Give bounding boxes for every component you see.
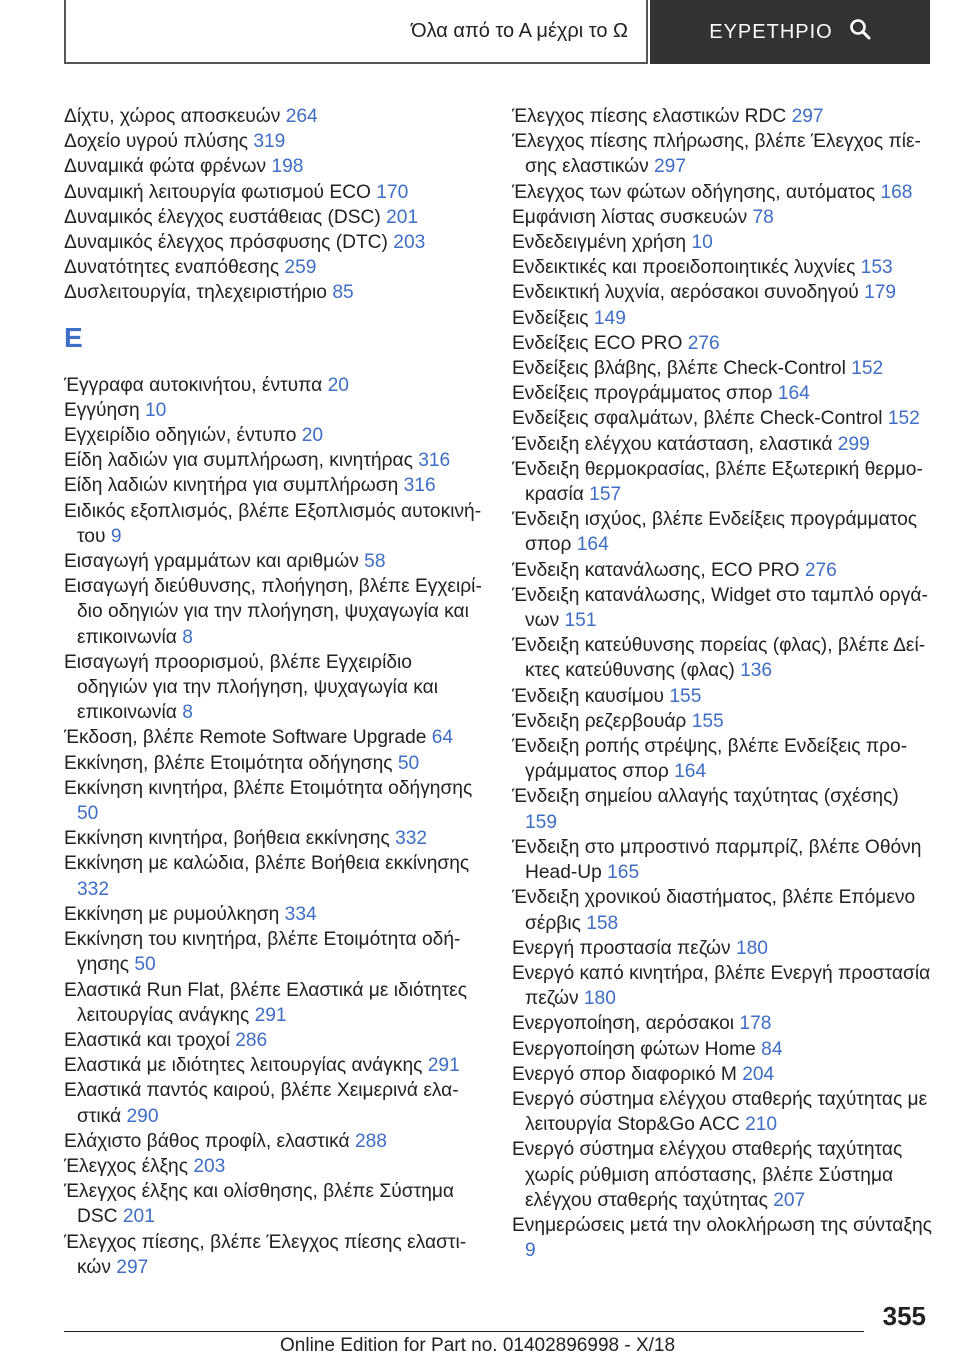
index-entry bbox=[512, 180, 932, 205]
index-entry-page-link[interactable]: 319 bbox=[253, 131, 286, 153]
index-entry-page-link[interactable]: 210 bbox=[745, 1114, 778, 1136]
index-entry-term: Έλεγχος πίεσης πλήρωσης, βλέπε Έλεγχος πίεσης ελαστικών bbox=[512, 131, 921, 178]
index-entry-term: Έλεγχος πίεσης ελαστικών RDC bbox=[512, 106, 787, 127]
index-entry-term: Εμφάνιση λίστας συσκευών bbox=[512, 206, 748, 228]
index-entry-page-link[interactable]: 58 bbox=[364, 551, 386, 573]
index-entry-term: Είδη λαδιών κινητήρα για συμπλήρωση bbox=[64, 475, 399, 497]
index-entry-term: Ενεργοποίηση, αερόσακοι bbox=[512, 1013, 735, 1035]
index-entry bbox=[64, 280, 484, 305]
index-entry-term: Ένδειξη κατανάλωσης, ECO PRO bbox=[512, 559, 800, 581]
index-entry-term: Έλεγχος έλξης και ολίσθησης, βλέπε Σύστημα DSC bbox=[64, 1181, 455, 1228]
index-entry-page-link[interactable]: 316 bbox=[403, 475, 436, 497]
index-entry-page-link[interactable]: 155 bbox=[691, 710, 724, 732]
index-entry bbox=[512, 129, 932, 179]
index-entry-page-link[interactable]: 9 bbox=[110, 525, 122, 547]
index-entry-page-link[interactable]: 316 bbox=[418, 450, 451, 472]
index-entry bbox=[512, 709, 932, 734]
index-entry-page-link[interactable]: 299 bbox=[837, 433, 870, 455]
index-entry bbox=[64, 650, 484, 726]
index-entry bbox=[64, 851, 484, 901]
index-entry-term: Ελαστικά παντός καιρού, βλέπε Χειμερινά ελαστικά bbox=[64, 1080, 459, 1127]
index-entry-page-link[interactable]: 157 bbox=[589, 484, 622, 506]
index-entry-page-link[interactable]: 203 bbox=[193, 1155, 226, 1177]
index-entry bbox=[512, 936, 932, 961]
index-entry-page-link[interactable]: 203 bbox=[393, 232, 426, 254]
index-entry-term: Εγχειρίδιο οδηγιών, έντυπο bbox=[64, 425, 297, 447]
index-entry-term: Ένδειξη ελέγχου κατάσταση, ελαστικά bbox=[512, 433, 833, 455]
index-entry bbox=[512, 885, 932, 935]
index-entry bbox=[64, 1053, 484, 1078]
index-entry-page-link[interactable]: 179 bbox=[864, 282, 897, 304]
index-entry bbox=[512, 961, 932, 1011]
index-entry bbox=[64, 751, 484, 776]
index-entry-page-link[interactable]: 151 bbox=[564, 610, 597, 632]
index-entry-page-link[interactable]: 291 bbox=[254, 1004, 287, 1026]
index-entry-page-link[interactable]: 152 bbox=[887, 408, 920, 430]
index-entry-page-link[interactable]: 201 bbox=[386, 206, 419, 228]
index-column-left bbox=[64, 104, 484, 1280]
index-entry-page-link[interactable]: 50 bbox=[134, 954, 156, 976]
index-entry-page-link[interactable]: 168 bbox=[880, 181, 913, 203]
index-column-right bbox=[512, 104, 932, 1263]
index-entry-page-link[interactable]: 297 bbox=[116, 1256, 149, 1278]
index-entry-term: Δίχτυ, χώρος αποσκευών bbox=[64, 106, 281, 127]
index-entry-page-link[interactable]: 290 bbox=[126, 1105, 159, 1127]
index-entry bbox=[512, 255, 932, 280]
index-entry-page-link[interactable]: 259 bbox=[284, 257, 317, 279]
index-entry-page-link[interactable]: 178 bbox=[739, 1013, 772, 1035]
index-entry-term: Εγγύηση bbox=[64, 399, 140, 421]
index-entry-page-link[interactable]: 332 bbox=[77, 878, 110, 900]
index-entry bbox=[64, 1028, 484, 1053]
index-entry-term: Εκκίνηση του κινητήρα, βλέπε Ετοιμότητα οδήγησης bbox=[64, 929, 461, 976]
index-entry-page-link[interactable]: 204 bbox=[742, 1063, 775, 1085]
index-entry bbox=[512, 356, 932, 381]
index-entry-term: Εισαγωγή προορισμού, βλέπε Εγχειρίδιο οδηγιών για την πλοήγηση, ψυχαγωγία και επικοινωνία bbox=[64, 651, 438, 724]
index-entry bbox=[64, 927, 484, 977]
index-entry bbox=[512, 381, 932, 406]
index-entry-page-link[interactable]: 155 bbox=[669, 685, 702, 707]
index-entry-term: Ενδεδειγμένη χρήση bbox=[512, 232, 687, 254]
index-entry-term: Ελαστικά με ιδιότητες λειτουργίας ανάγκης bbox=[64, 1055, 423, 1077]
index-entry bbox=[512, 1087, 932, 1137]
index-entry bbox=[64, 423, 484, 448]
index-entry bbox=[64, 473, 484, 498]
index-tab[interactable] bbox=[650, 0, 930, 64]
index-entry-term: Έλεγχος των φώτων οδήγησης, αυτόματος bbox=[512, 181, 876, 203]
index-entry bbox=[512, 205, 932, 230]
index-entry-page-link[interactable]: 20 bbox=[327, 374, 349, 396]
index-entry-term: Ενδεικτικές και προειδοποιητικές λυχνίες bbox=[512, 257, 856, 279]
index-entry bbox=[64, 373, 484, 398]
index-entry-page-link[interactable]: 84 bbox=[761, 1038, 783, 1060]
index-entry-page-link[interactable]: 198 bbox=[271, 156, 304, 178]
index-entry-term: Ένδειξη θερμοκρασίας, βλέπε Εξωτερική θερμοκρασία bbox=[512, 458, 923, 506]
index-entry bbox=[64, 1129, 484, 1154]
index-entry bbox=[512, 280, 932, 305]
alphabetical-nav-label: Όλα από το Α μέχρι το Ω bbox=[411, 19, 628, 42]
index-entry-term: Ενεργό σύστημα ελέγχου σταθερής ταχύτητας με λειτουργία Stop&Go ACC bbox=[512, 1088, 928, 1136]
index-entry-term: Ένδειξη ρεζερβουάρ bbox=[512, 710, 687, 732]
index-entry bbox=[512, 835, 932, 885]
index-entry bbox=[512, 331, 932, 356]
index-entry-page-link[interactable]: 201 bbox=[122, 1206, 155, 1228]
index-entry-page-link[interactable]: 276 bbox=[687, 332, 720, 354]
index-entry bbox=[64, 902, 484, 927]
index-entry bbox=[64, 104, 484, 129]
index-entry-term: Ενεργό σπορ διαφορικό M bbox=[512, 1063, 737, 1085]
index-entry-term: Δυναμικά φώτα φρένων bbox=[64, 156, 267, 178]
index-entry bbox=[512, 583, 932, 633]
index-entry-page-link[interactable]: 180 bbox=[583, 988, 616, 1010]
index-entry-term: Ένδειξη κατεύθυνσης πορείας (φλας), βλέπε Δείκτες κατεύθυνσης (φλας) bbox=[512, 635, 926, 682]
index-entry-term: Εκκίνηση κινητήρα, βλέπε Ετοιμότητα οδήγησης bbox=[64, 777, 473, 799]
index-entry-term: Ελαστικά Run Flat, βλέπε Ελαστικά με ιδιότητες λειτουργίας ανάγκης bbox=[64, 979, 467, 1026]
index-entry-page-link[interactable]: 276 bbox=[804, 559, 837, 581]
index-entry bbox=[64, 1179, 484, 1229]
index-entry-page-link[interactable]: 10 bbox=[691, 232, 713, 254]
index-entry-page-link[interactable]: 136 bbox=[740, 660, 773, 682]
page-number: 355 bbox=[882, 1301, 926, 1331]
index-entry-page-link[interactable]: 288 bbox=[354, 1130, 387, 1152]
index-entry-term: Εισαγωγή γραμμάτων και αριθμών bbox=[64, 551, 359, 573]
index-entry-page-link[interactable]: 332 bbox=[395, 828, 428, 850]
index-entry-page-link[interactable]: 152 bbox=[851, 358, 884, 380]
index-entry-page-link[interactable]: 149 bbox=[593, 307, 626, 329]
index-entry-term: Ένδειξη καυσίμου bbox=[512, 685, 665, 707]
index-entry-term: Είδη λαδιών για συμπλήρωση, κινητήρας bbox=[64, 450, 413, 472]
alphabetical-nav-tab[interactable] bbox=[64, 0, 648, 64]
index-entry-term: Ελαστικά και τροχοί bbox=[64, 1029, 230, 1051]
index-group-delta bbox=[64, 104, 484, 306]
index-entry-page-link[interactable]: 20 bbox=[301, 425, 324, 447]
index-entry-term: Ένδειξη χρονικού διαστήματος, βλέπε Επόμενο σέρβις bbox=[512, 887, 916, 934]
index-entry-page-link[interactable]: 286 bbox=[235, 1029, 268, 1051]
index-entry-page-link[interactable]: 180 bbox=[735, 937, 768, 959]
index-entry-term: Δυνατότητες εναπόθεσης bbox=[64, 257, 280, 279]
edition-footer: Online Edition for Part no. 01402896998 - X/18 bbox=[280, 1335, 676, 1356]
index-entry bbox=[512, 406, 932, 431]
index-entry bbox=[64, 776, 484, 826]
index-entry-page-link[interactable]: 153 bbox=[860, 257, 893, 279]
search-icon[interactable] bbox=[849, 18, 871, 46]
index-entry-term: Ενημερώσεις μετά την ολοκλήρωση της σύνταξης bbox=[512, 1214, 932, 1236]
footer-divider bbox=[64, 1331, 864, 1332]
index-tab-label: ΕΥΡΕΤΗΡΙΟ bbox=[709, 20, 833, 43]
index-entry bbox=[64, 574, 484, 650]
index-entry-page-link[interactable]: 159 bbox=[525, 811, 558, 833]
index-entry-term: Ενδείξεις bbox=[512, 307, 589, 329]
index-entry-page-link[interactable]: 10 bbox=[145, 399, 167, 421]
index-entry-page-link[interactable]: 164 bbox=[674, 761, 707, 783]
index-entry-page-link[interactable]: 9 bbox=[525, 1240, 536, 1262]
index-entry-page-link[interactable]: 170 bbox=[376, 181, 409, 203]
index-entry-page-link[interactable]: 297 bbox=[791, 106, 824, 127]
section-letter-heading: Ε bbox=[64, 321, 83, 353]
index-entry bbox=[512, 784, 932, 834]
index-entry-term: Ένδειξη ροπής στρέψης, βλέπε Ενδείξεις προγράμματος σπορ bbox=[512, 736, 908, 783]
index-entry-term: Ενδείξεις βλάβης, βλέπε Check-Control bbox=[512, 358, 846, 380]
index-entry bbox=[512, 1137, 932, 1213]
index-entry-term: Ενδείξεις προγράμματος σπορ bbox=[512, 383, 773, 405]
index-entry bbox=[64, 230, 484, 255]
index-entry-term: Εκκίνηση με καλώδια, βλέπε Βοήθεια εκκίνησης bbox=[64, 853, 470, 875]
index-entry-term: Ενεργοποίηση φώτων Home bbox=[512, 1038, 756, 1060]
index-entry bbox=[64, 205, 484, 230]
index-entry bbox=[64, 255, 484, 280]
index-entry-term: Ενδεικτική λυχνία, αερόσακοι συνοδηγού bbox=[512, 282, 859, 304]
index-entry-page-link[interactable]: 78 bbox=[752, 206, 774, 228]
index-entry bbox=[512, 432, 932, 457]
index-group-epsilon bbox=[64, 373, 484, 1280]
index-entry-page-link[interactable]: 207 bbox=[773, 1189, 806, 1211]
index-group-epsilon-continued bbox=[512, 104, 932, 1263]
index-entry-term: Δοχείο υγρού πλύσης bbox=[64, 131, 248, 153]
index-entry bbox=[512, 1213, 932, 1263]
index-entry-term: Έλεγχος πίεσης, βλέπε Έλεγχος πίεσης ελαστικών bbox=[64, 1231, 467, 1278]
index-entry-term: Έγγραφα αυτοκινήτου, έντυπα bbox=[64, 374, 323, 396]
index-entry bbox=[64, 549, 484, 574]
index-entry bbox=[512, 230, 932, 255]
index-entry-term: Ένδειξη σημείου αλλαγής ταχύτητας (σχέσης) bbox=[512, 786, 899, 808]
index-entry bbox=[512, 558, 932, 583]
index-entry bbox=[512, 507, 932, 557]
index-entry-page-link[interactable]: 164 bbox=[576, 534, 609, 556]
index-entry bbox=[64, 499, 484, 549]
index-entry bbox=[64, 1154, 484, 1179]
index-entry bbox=[512, 684, 932, 709]
index-entry-page-link[interactable]: 64 bbox=[431, 727, 454, 749]
index-entry-term: Έλεγχος έλξης bbox=[64, 1155, 188, 1177]
index-entry-page-link[interactable]: 8 bbox=[182, 702, 193, 724]
index-entry bbox=[64, 725, 484, 750]
index-entry bbox=[512, 1062, 932, 1087]
index-entry bbox=[512, 633, 932, 683]
index-entry-term: Εισαγωγή διεύθυνσης, πλοήγηση, βλέπε Εγχειρίδιο οδηγιών για την πλοήγηση, ψυχαγωγία και επικοινωνία bbox=[64, 576, 482, 648]
index-entry bbox=[64, 978, 484, 1028]
index-entry-page-link[interactable]: 297 bbox=[654, 156, 687, 178]
index-entry bbox=[64, 154, 484, 179]
index-entry-term: Δυσλειτουργία, τηλεχειριστήριο bbox=[64, 282, 327, 304]
index-entry bbox=[64, 129, 484, 154]
index-entry-term: Δυναμικός έλεγχος πρόσφυσης (DTC) bbox=[64, 232, 388, 254]
index-entry bbox=[64, 448, 484, 473]
index-entry bbox=[512, 306, 932, 331]
index-entry-term: Ενεργό σύστημα ελέγχου σταθερής ταχύτητας χωρίς ρύθμιση απόστασης, βλέπε Σύστημα ελέγχου σταθερής ταχύτητας bbox=[512, 1139, 903, 1211]
index-entry-page-link[interactable]: 85 bbox=[332, 282, 354, 304]
index-entry-term: Ενεργή προστασία πεζών bbox=[512, 937, 731, 959]
index-entry bbox=[512, 457, 932, 507]
index-entry-term: Ειδικός εξοπλισμός, βλέπε Εξοπλισμός αυτοκινήτου bbox=[64, 500, 482, 547]
index-entry-page-link[interactable]: 8 bbox=[182, 626, 193, 648]
index-entry-term: Ενεργό καπό κινητήρα, βλέπε Ενεργή προστασία πεζών bbox=[512, 962, 931, 1010]
index-entry-term: Ενδείξεις σφαλμάτων, βλέπε Check-Control bbox=[512, 408, 883, 430]
index-entry-term: Δυναμική λειτουργία φωτισμού ECO bbox=[64, 181, 371, 203]
index-entry bbox=[512, 1037, 932, 1062]
index-entry-term: Ένδειξη ισχύος, βλέπε Ενδείξεις προγράμματος σπορ bbox=[512, 509, 918, 556]
index-entry-page-link[interactable]: 334 bbox=[284, 903, 317, 925]
index-entry-term: Ελάχιστο βάθος προφίλ, ελαστικά bbox=[64, 1130, 350, 1152]
index-entry bbox=[64, 1078, 484, 1128]
index-entry-term: Εκκίνηση κινητήρα, βοήθεια εκκίνησης bbox=[64, 828, 390, 850]
index-entry bbox=[64, 826, 484, 851]
index-entry-term: Εκκίνηση με ρυμούλκηση bbox=[64, 903, 280, 925]
index-entry-page-link[interactable]: 291 bbox=[427, 1055, 460, 1077]
index-entry bbox=[512, 1011, 932, 1036]
index-entry-page-link[interactable]: 264 bbox=[285, 106, 318, 127]
index-entry bbox=[64, 1230, 484, 1280]
index-entry-page-link[interactable]: 50 bbox=[77, 803, 99, 825]
index-entry-page-link[interactable]: 50 bbox=[397, 752, 420, 774]
index-entry-term: Έκδοση, βλέπε Remote Software Upgrade bbox=[64, 727, 427, 749]
index-entry-term: Ένδειξη κατανάλωσης, Widget στο ταμπλό οργάνων bbox=[512, 584, 928, 632]
index-entry bbox=[512, 104, 932, 129]
index-entry bbox=[64, 180, 484, 205]
index-entry-term: Δυναμικός έλεγχος ευστάθειας (DSC) bbox=[64, 206, 381, 228]
index-entry bbox=[512, 734, 932, 784]
index-entry bbox=[64, 398, 484, 423]
index-entry-term: Εκκίνηση, βλέπε Ετοιμότητα οδήγησης bbox=[64, 752, 393, 774]
index-entry-page-link[interactable]: 164 bbox=[777, 383, 810, 405]
index-entry-page-link[interactable]: 158 bbox=[586, 912, 619, 934]
index-entry-term: Ένδειξη στο μπροστινό παρμπρίζ, βλέπε Οθόνη Head-Up bbox=[512, 836, 922, 884]
index-entry-page-link[interactable]: 165 bbox=[607, 862, 640, 884]
index-entry-term: Ενδείξεις ECO PRO bbox=[512, 332, 683, 354]
